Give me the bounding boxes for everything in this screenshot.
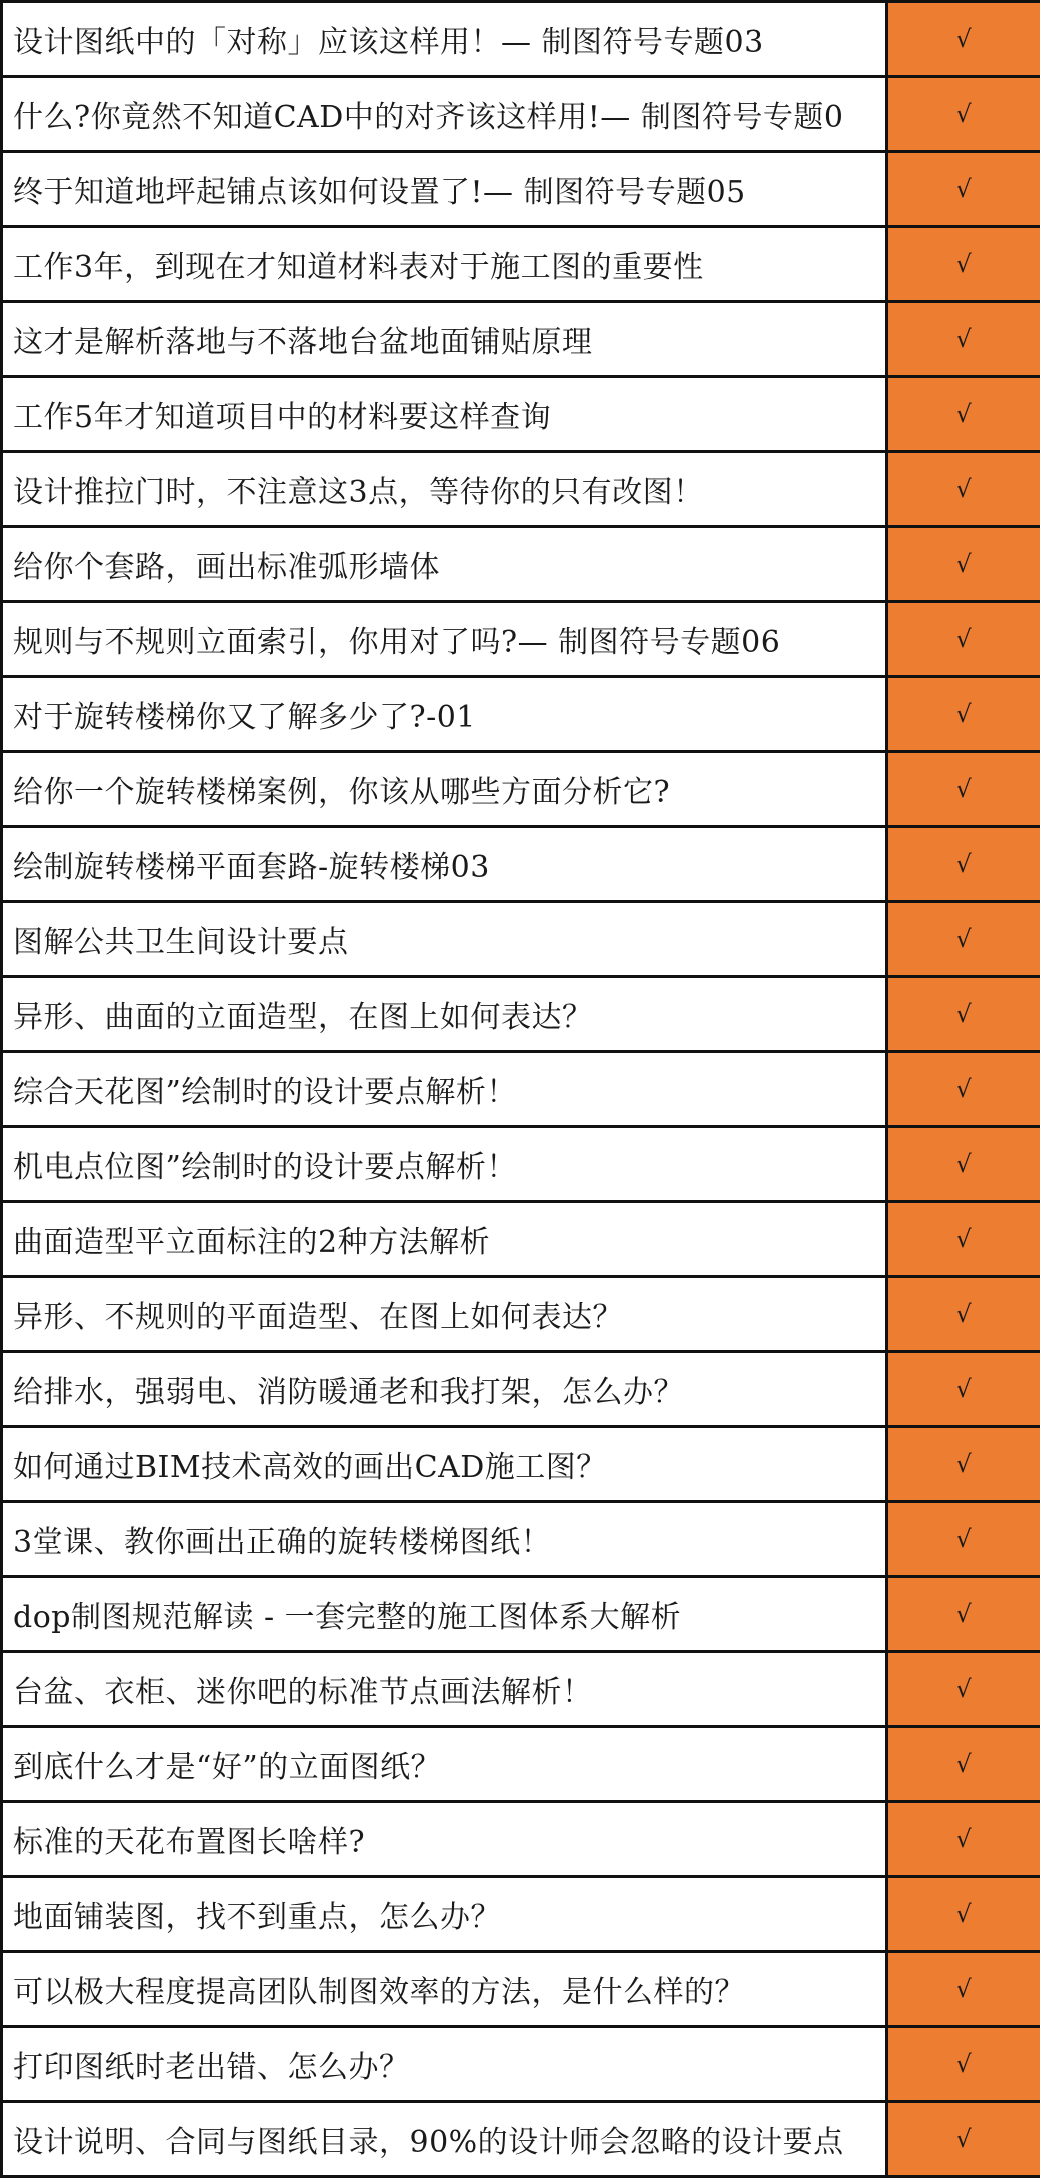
checkmark-icon: √ — [887, 677, 1040, 752]
row-title: 综合天花图”绘制时的设计要点解析！ — [2, 1052, 887, 1127]
row-title: 标准的天花布置图长啥样? — [2, 1802, 887, 1877]
checkmark-icon: √ — [887, 452, 1040, 527]
checklist-row — [2, 77, 1040, 152]
checkmark-icon: √ — [887, 1802, 1040, 1877]
checklist-row — [2, 1052, 1040, 1127]
row-title: 到底什么才是“好”的立面图纸？ — [2, 1727, 887, 1802]
checklist-row — [2, 1727, 1040, 1802]
checkmark-icon: √ — [887, 2, 1040, 77]
checkmark-icon: √ — [887, 602, 1040, 677]
row-title: 对于旋转楼梯你又了解多少了?-01 — [2, 677, 887, 752]
row-title: 设计说明、合同与图纸目录，90%的设计师会忽略的设计要点 — [2, 2102, 887, 2177]
row-title: 绘制旋转楼梯平面套路-旋转楼梯03 — [2, 827, 887, 902]
checklist-row — [2, 677, 1040, 752]
checklist-rows — [2, 2, 1040, 2177]
checklist-row — [2, 1652, 1040, 1727]
checklist-row — [2, 1952, 1040, 2027]
row-title: 曲面造型平立面标注的2种方法解析 — [2, 1202, 887, 1277]
row-title: 这才是解析落地与不落地台盆地面铺贴原理 — [2, 302, 887, 377]
row-title: 如何通过BIM技术高效的画出CAD施工图？ — [2, 1427, 887, 1502]
row-title: 地面铺装图，找不到重点，怎么办？ — [2, 1877, 887, 1952]
checklist-row — [2, 2, 1040, 77]
checkmark-icon: √ — [887, 1427, 1040, 1502]
checkmark-icon: √ — [887, 977, 1040, 1052]
row-title: 给你个套路，画出标准弧形墙体 — [2, 527, 887, 602]
checkmark-icon: √ — [887, 1577, 1040, 1652]
checkmark-icon: √ — [887, 1052, 1040, 1127]
checkmark-icon: √ — [887, 2027, 1040, 2102]
checklist-row — [2, 1427, 1040, 1502]
row-title: 什么?你竟然不知道CAD中的对齐该这样用!— 制图符号专题0 — [2, 77, 887, 152]
checkmark-icon: √ — [887, 1952, 1040, 2027]
checklist-row — [2, 1577, 1040, 1652]
checklist-row — [2, 1202, 1040, 1277]
checklist-row — [2, 302, 1040, 377]
row-title: 台盆、衣柜、迷你吧的标准节点画法解析！ — [2, 1652, 887, 1727]
row-title: 3堂课、教你画出正确的旋转楼梯图纸！ — [2, 1502, 887, 1577]
row-title: 工作5年才知道项目中的材料要这样查询 — [2, 377, 887, 452]
checklist-row — [2, 752, 1040, 827]
row-title: 异形、不规则的平面造型、在图上如何表达？ — [2, 1277, 887, 1352]
checkmark-icon: √ — [887, 1352, 1040, 1427]
checkmark-icon: √ — [887, 2102, 1040, 2177]
checkmark-icon: √ — [887, 152, 1040, 227]
checkmark-icon: √ — [887, 1202, 1040, 1277]
row-title: 机电点位图”绘制时的设计要点解析！ — [2, 1127, 887, 1202]
row-title: 可以极大程度提高团队制图效率的方法，是什么样的？ — [2, 1952, 887, 2027]
checkmark-icon: √ — [887, 1877, 1040, 1952]
checklist-row — [2, 902, 1040, 977]
row-title: 工作3年，到现在才知道材料表对于施工图的重要性 — [2, 227, 887, 302]
row-title: 给你一个旋转楼梯案例，你该从哪些方面分析它? — [2, 752, 887, 827]
checklist-row — [2, 452, 1040, 527]
checklist-row — [2, 377, 1040, 452]
checklist-row — [2, 1877, 1040, 1952]
row-title: 图解公共卫生间设计要点 — [2, 902, 887, 977]
checklist-row — [2, 977, 1040, 1052]
checkmark-icon: √ — [887, 1502, 1040, 1577]
row-title: 异形、曲面的立面造型，在图上如何表达？ — [2, 977, 887, 1052]
checkmark-icon: √ — [887, 827, 1040, 902]
checkmark-icon: √ — [887, 1727, 1040, 1802]
checklist-row — [2, 602, 1040, 677]
checklist-row — [2, 2027, 1040, 2102]
row-title: 规则与不规则立面索引，你用对了吗?— 制图符号专题06 — [2, 602, 887, 677]
checkmark-icon: √ — [887, 77, 1040, 152]
checkmark-icon: √ — [887, 752, 1040, 827]
checkmark-icon: √ — [887, 302, 1040, 377]
row-title: dop制图规范解读 - 一套完整的施工图体系大解析 — [2, 1577, 887, 1652]
checklist-row — [2, 2102, 1040, 2177]
checkmark-icon: √ — [887, 227, 1040, 302]
row-title: 给排水，强弱电、消防暖通老和我打架，怎么办？ — [2, 1352, 887, 1427]
row-title: 设计推拉门时，不注意这3点，等待你的只有改图！ — [2, 452, 887, 527]
checklist-row — [2, 1277, 1040, 1352]
row-title: 终于知道地坪起铺点该如何设置了!— 制图符号专题05 — [2, 152, 887, 227]
checkmark-icon: √ — [887, 902, 1040, 977]
checklist-row — [2, 152, 1040, 227]
checklist-row — [2, 1802, 1040, 1877]
checklist-row — [2, 1502, 1040, 1577]
checklist-row — [2, 827, 1040, 902]
checklist-row — [2, 1127, 1040, 1202]
checkmark-icon: √ — [887, 1127, 1040, 1202]
checklist-row — [2, 227, 1040, 302]
checkmark-icon: √ — [887, 527, 1040, 602]
checkmark-icon: √ — [887, 1277, 1040, 1352]
row-title: 设计图纸中的「对称」应该这样用！— 制图符号专题03 — [2, 2, 887, 77]
row-title: 打印图纸时老出错、怎么办？ — [2, 2027, 887, 2102]
checkmark-icon: √ — [887, 1652, 1040, 1727]
checklist-row — [2, 527, 1040, 602]
checkmark-icon: √ — [887, 377, 1040, 452]
checklist-row — [2, 1352, 1040, 1427]
